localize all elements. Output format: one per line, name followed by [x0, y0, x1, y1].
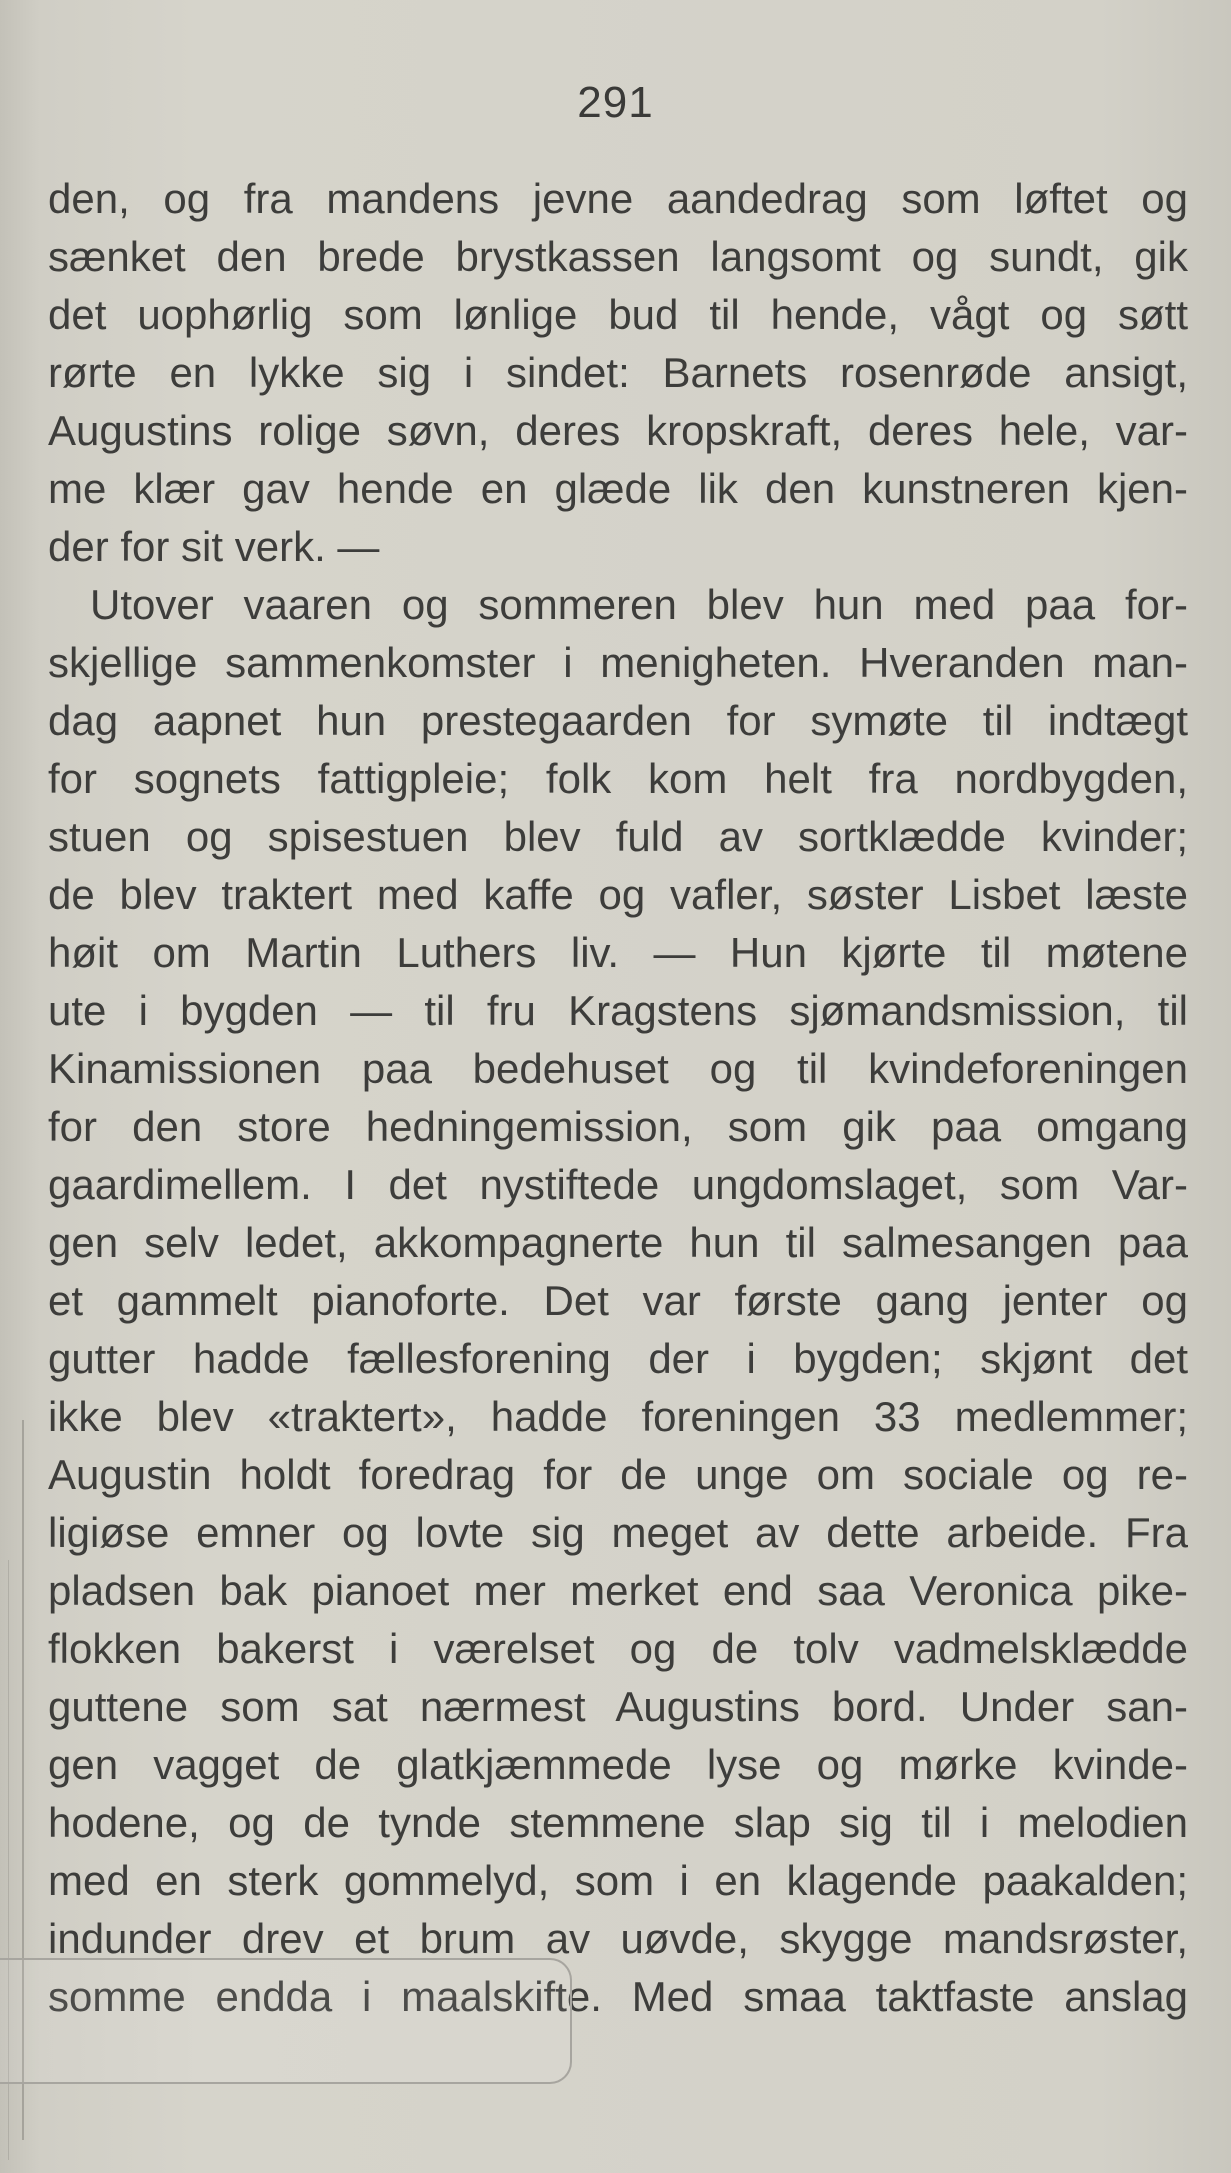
text-line: for sognets fattigpleie; folk kom helt fra nordbygden, [48, 755, 1188, 802]
text-line: de blev traktert med kaffe og vafler, søster Lisbet læste [48, 871, 1188, 918]
body-text [48, 170, 1188, 2026]
tape-mark [0, 1958, 572, 2084]
text-line: somme endda i maalskifte. Med smaa taktfaste anslag [48, 1973, 1188, 2020]
text-line: ligiøse emner og lovte sig meget av dette arbeide. Fra [48, 1509, 1188, 1556]
text-line: dag aapnet hun prestegaarden for symøte til indtægt [48, 697, 1188, 744]
text-line: flokken bakerst i værelset og de tolv vadmelsklædde [48, 1625, 1188, 1672]
text-line: for den store hedningemission, som gik paa omgang [48, 1103, 1188, 1150]
text-line: det uophørlig som lønlige bud til hende, vågt og søtt [48, 291, 1188, 338]
text-line: hodene, og de tynde stemmene slap sig til i melodien [48, 1799, 1188, 1846]
text-line: ikke blev «traktert», hadde foreningen 33 medlemmer; [48, 1393, 1188, 1440]
text-line: ute i bygden — til fru Kragstens sjømandsmission, til [48, 987, 1188, 1034]
text-line: Utover vaaren og sommeren blev hun med paa for- [90, 581, 1188, 628]
text-line: rørte en lykke sig i sindet: Barnets rosenrøde ansigt, [48, 349, 1188, 396]
text-line: med en sterk gommelyd, som i en klagende paakalden; [48, 1857, 1188, 1904]
text-line: der for sit verk. — [48, 523, 380, 570]
text-line: høit om Martin Luthers liv. — Hun kjørte til møtene [48, 929, 1188, 976]
text-line: sænket den brede brystkassen langsomt og sundt, gik [48, 233, 1188, 280]
text-line: Augustin holdt foredrag for de unge om sociale og re- [48, 1451, 1188, 1498]
text-line: stuen og spisestuen blev fuld av sortklædde kvinder; [48, 813, 1188, 860]
text-line: skjellige sammenkomster i menigheten. Hveranden man- [48, 639, 1188, 686]
text-line: Kinamissionen paa bedehuset og til kvindeforeningen [48, 1045, 1188, 1092]
text-line: gen vagget de glatkjæmmede lyse og mørke kvinde- [48, 1741, 1188, 1788]
page-number: 291 [577, 78, 654, 127]
text-line: den, og fra mandens jevne aandedrag som løftet og [48, 175, 1188, 222]
text-line: gaardimellem. I det nystiftede ungdomslaget, som Var- [48, 1161, 1188, 1208]
text-line: me klær gav hende en glæde lik den kunstneren kjen- [48, 465, 1188, 512]
text-line: guttene som sat nærmest Augustins bord. Under san- [48, 1683, 1188, 1730]
text-line: indunder drev et brum av uøvde, skygge mandsrøster, [48, 1915, 1188, 1962]
text-line: et gammelt pianoforte. Det var første gang jenter og [48, 1277, 1188, 1324]
text-line: Augustins rolige søvn, deres kropskraft, deres hele, var- [48, 407, 1188, 454]
text-line: gutter hadde fællesforening der i bygden; skjønt det [48, 1335, 1188, 1382]
text-line: gen selv ledet, akkompagnerte hun til salmesangen paa [48, 1219, 1188, 1266]
text-line: pladsen bak pianoet mer merket end saa Veronica pike- [48, 1567, 1188, 1614]
